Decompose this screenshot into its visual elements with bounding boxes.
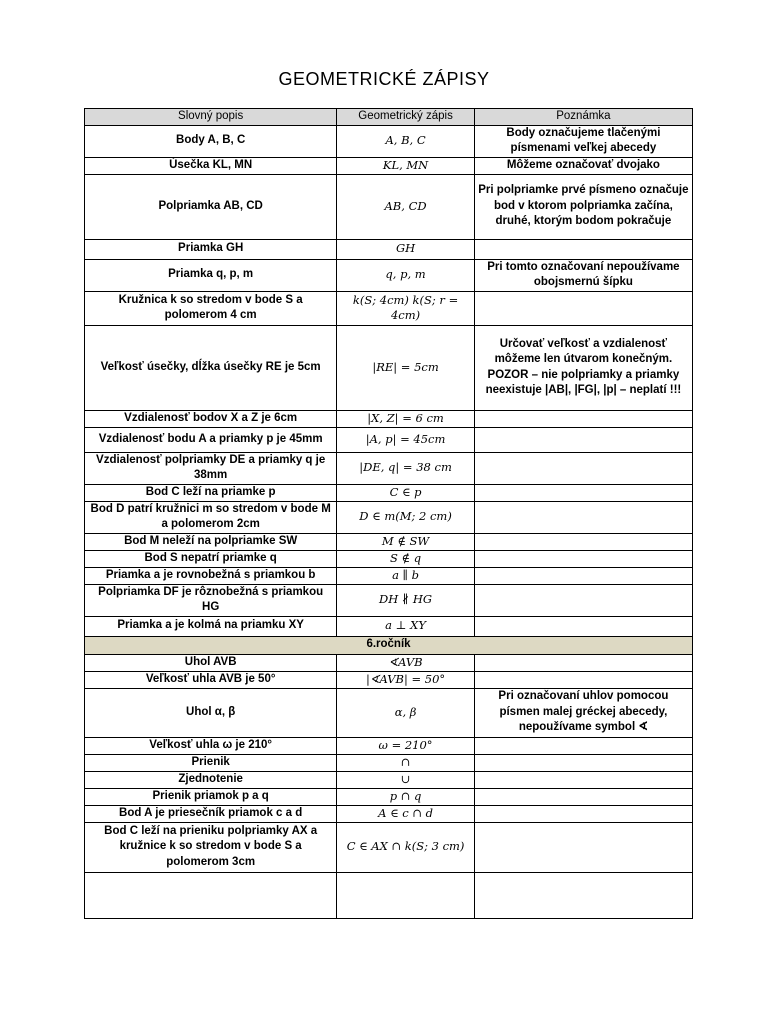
description-cell: Priamka q, p, m xyxy=(85,259,337,291)
notation-cell: C ∈ AX ∩ k(S; 3 cm) xyxy=(337,822,475,872)
table-row xyxy=(85,616,693,636)
table-row xyxy=(85,157,693,174)
table-row xyxy=(85,788,693,805)
note-cell: Pri označovaní uhlov pomocou písmen malej gréckej abecedy, nepoužívame symbol ∢ xyxy=(474,688,692,737)
notation-cell: D ∈ m(M; 2 cm) xyxy=(337,501,475,533)
description-cell: Úsečka KL, MN xyxy=(85,157,337,174)
note-cell xyxy=(474,584,692,616)
notation-cell: S ∉ q xyxy=(337,550,475,567)
table-row xyxy=(85,501,693,533)
note-cell: Určovať veľkosť a vzdialenosť môžeme len útvarom konečným. POZOR – nie polpriamky a priamky neexistuje |AB|, |FG|, |p| – neplatí !!! xyxy=(474,325,692,410)
notation-cell: a ⊥ XY xyxy=(337,616,475,636)
table-row xyxy=(85,259,693,291)
description-cell: Vzdialenosť polpriamky DE a priamky q je 38mm xyxy=(85,452,337,484)
description-cell: Zjednotenie xyxy=(85,771,337,788)
table-row xyxy=(85,822,693,872)
table-body-grade6 xyxy=(85,654,693,918)
table-row xyxy=(85,550,693,567)
notation-cell: |X, Z| = 6 cm xyxy=(337,410,475,427)
table-body-section xyxy=(85,636,693,654)
table-row xyxy=(85,654,693,671)
notation-cell: a ∥ b xyxy=(337,567,475,584)
description-cell: Bod S nepatrí priamke q xyxy=(85,550,337,567)
note-cell xyxy=(474,410,692,427)
notation-cell: α, β xyxy=(337,688,475,737)
note-cell: Pri tomto označovaní nepoužívame obojsmernú šípku xyxy=(474,259,692,291)
table-row xyxy=(85,125,693,157)
note-cell xyxy=(474,754,692,771)
description-cell xyxy=(85,872,337,918)
description-cell: Priamka a je rovnobežná s priamkou b xyxy=(85,567,337,584)
notation-cell: A ∈ c ∩ d xyxy=(337,805,475,822)
section-row xyxy=(85,636,693,654)
description-cell: Priamka a je kolmá na priamku XY xyxy=(85,616,337,636)
description-cell: Kružnica k so stredom v bode S a polomerom 4 cm xyxy=(85,291,337,325)
header-description: Slovný popis xyxy=(85,109,337,126)
description-cell: Vzdialenosť bodu A a priamky p je 45mm xyxy=(85,427,337,452)
description-cell: Bod M neleží na polpriamke SW xyxy=(85,533,337,550)
note-cell xyxy=(474,239,692,259)
notation-cell: k(S; 4cm) k(S; r = 4cm) xyxy=(337,291,475,325)
notation-cell: M ∉ SW xyxy=(337,533,475,550)
table-row xyxy=(85,584,693,616)
notation-cell: GH xyxy=(337,239,475,259)
note-cell xyxy=(474,771,692,788)
table-row xyxy=(85,671,693,688)
note-cell xyxy=(474,737,692,754)
description-cell: Veľkosť uhla AVB je 50° xyxy=(85,671,337,688)
note-cell xyxy=(474,427,692,452)
note-cell xyxy=(474,654,692,671)
note-cell xyxy=(474,501,692,533)
notation-cell: |A, p| = 45cm xyxy=(337,427,475,452)
table-row xyxy=(85,872,693,918)
header-note: Poznámka xyxy=(474,109,692,126)
note-cell xyxy=(474,567,692,584)
notation-cell: q, p, m xyxy=(337,259,475,291)
note-cell xyxy=(474,484,692,501)
description-cell: Uhol AVB xyxy=(85,654,337,671)
description-cell: Bod D patrí kružnici m so stredom v bode M a polomerom 2cm xyxy=(85,501,337,533)
notation-cell xyxy=(337,872,475,918)
note-cell xyxy=(474,872,692,918)
notation-cell: |∢AVB| = 50° xyxy=(337,671,475,688)
table-row xyxy=(85,452,693,484)
note-cell: Body označujeme tlačenými písmenami veľkej abecedy xyxy=(474,125,692,157)
note-cell xyxy=(474,671,692,688)
note-cell xyxy=(474,616,692,636)
note-cell xyxy=(474,805,692,822)
table-row xyxy=(85,484,693,501)
table-row xyxy=(85,754,693,771)
notation-cell: ∩ xyxy=(337,754,475,771)
note-cell: Môžeme označovať dvojako xyxy=(474,157,692,174)
description-cell: Vzdialenosť bodov X a Z je 6cm xyxy=(85,410,337,427)
page-title: GEOMETRICKÉ ZÁPISY xyxy=(278,69,490,89)
note-cell xyxy=(474,452,692,484)
description-cell: Bod A je priesečník priamok c a d xyxy=(85,805,337,822)
notation-table xyxy=(84,108,693,919)
description-cell: Priamka GH xyxy=(85,239,337,259)
description-cell: Polpriamka DF je rôznobežná s priamkou HG xyxy=(85,584,337,616)
notation-cell: ∪ xyxy=(337,771,475,788)
description-cell: Veľkosť uhla ω je 210° xyxy=(85,737,337,754)
table-body-basic xyxy=(85,125,693,636)
note-cell xyxy=(474,533,692,550)
table-row xyxy=(85,427,693,452)
notation-cell: ∢AVB xyxy=(337,654,475,671)
table-row xyxy=(85,771,693,788)
table-row xyxy=(85,410,693,427)
section-label: 6.ročník xyxy=(85,636,693,654)
notation-cell: |DE, q| = 38 cm xyxy=(337,452,475,484)
notation-cell: ω = 210° xyxy=(337,737,475,754)
notation-cell: p ∩ q xyxy=(337,788,475,805)
header-notation: Geometrický zápis xyxy=(337,109,475,126)
notation-cell: C ∈ p xyxy=(337,484,475,501)
note-cell xyxy=(474,291,692,325)
table-row xyxy=(85,688,693,737)
description-cell: Bod C leží na prieniku polpriamky AX a kružnice k so stredom v bode S a polomerom 3cm xyxy=(85,822,337,872)
notation-cell: DH ∦ HG xyxy=(337,584,475,616)
table-row xyxy=(85,533,693,550)
notation-cell: AB, CD xyxy=(337,174,475,239)
notation-cell: A, B, C xyxy=(337,125,475,157)
table-row xyxy=(85,174,693,239)
table-row xyxy=(85,567,693,584)
note-cell xyxy=(474,788,692,805)
description-cell: Prienik priamok p a q xyxy=(85,788,337,805)
note-cell xyxy=(474,550,692,567)
notation-cell: |RE| = 5cm xyxy=(337,325,475,410)
description-cell: Veľkosť úsečky, dĺžka úsečky RE je 5cm xyxy=(85,325,337,410)
notation-cell: KL, MN xyxy=(337,157,475,174)
table-row xyxy=(85,239,693,259)
description-cell: Uhol α, β xyxy=(85,688,337,737)
description-cell: Body A, B, C xyxy=(85,125,337,157)
description-cell: Bod C leží na priamke p xyxy=(85,484,337,501)
table-row xyxy=(85,737,693,754)
note-cell: Pri polpriamke prvé písmeno označuje bod v ktorom polpriamka začína, druhé, ktorým bodom pokračuje xyxy=(474,174,692,239)
note-cell xyxy=(474,822,692,872)
table-row xyxy=(85,325,693,410)
table-row xyxy=(85,291,693,325)
description-cell: Prienik xyxy=(85,754,337,771)
table-header-row xyxy=(85,109,693,126)
description-cell: Polpriamka AB, CD xyxy=(85,174,337,239)
table-row xyxy=(85,805,693,822)
